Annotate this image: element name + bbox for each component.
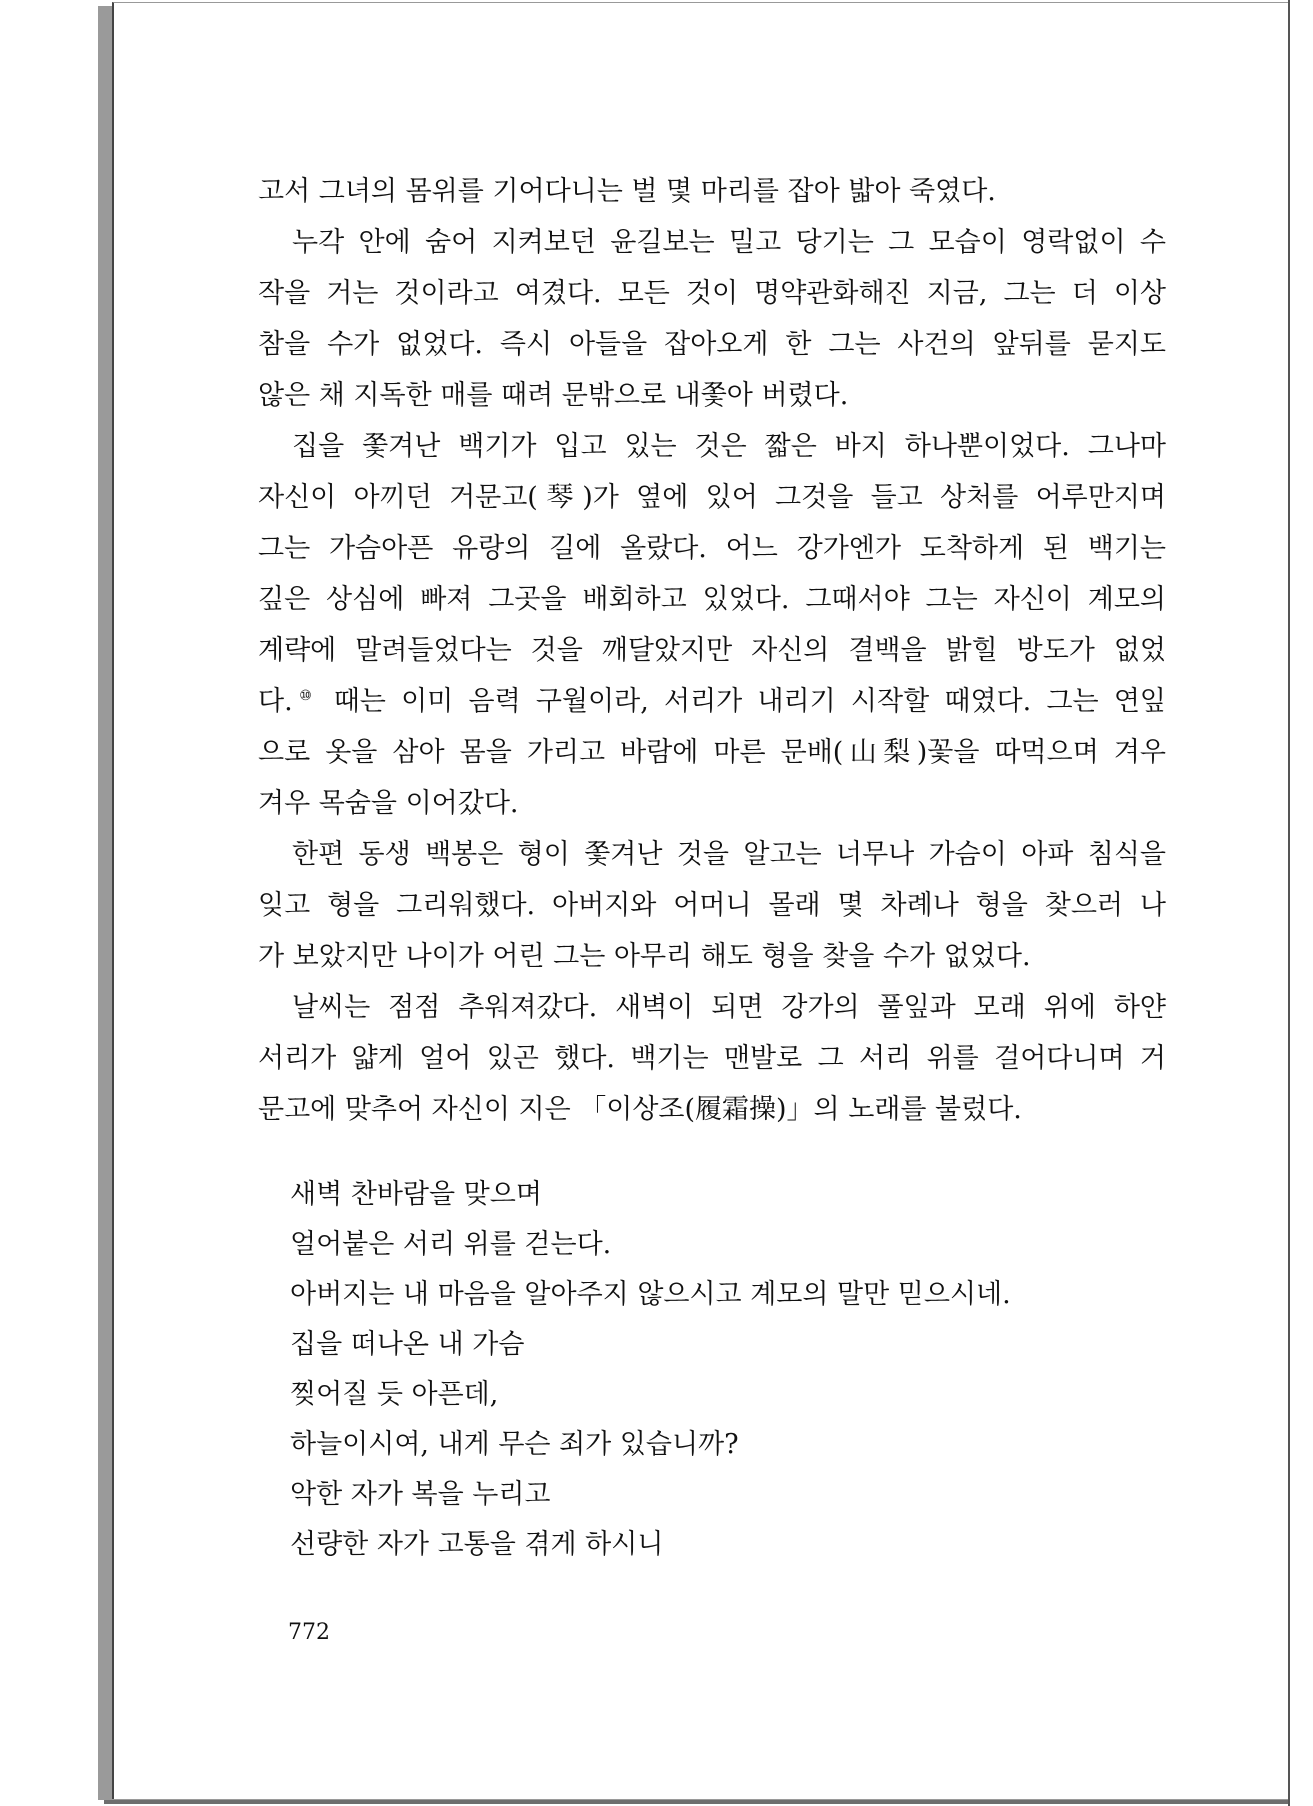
poem-line: 선량한 자가 고통을 겪게 하시니 xyxy=(290,1529,664,1560)
body-line: 누각 안에 숨어 지켜보던 윤길보는 밀고 당기는 그 모습이 영락없이 수 xyxy=(292,227,1166,258)
body-line: 고서 그녀의 몸위를 기어다니는 벌 몇 마리를 잡아 밟아 죽였다. xyxy=(258,176,996,207)
body-line: 날씨는 점점 추워져갔다. 새벽이 되면 강가의 풀잎과 모래 위에 하얀 xyxy=(292,992,1166,1023)
body-line-start: 다. xyxy=(258,686,293,717)
body-line: 자신이 아끼던 거문고(琴)가 옆에 있어 그것을 들고 상처를 어루만지며 xyxy=(258,482,1166,513)
body-text xyxy=(258,166,1166,1135)
body-line: 가 보았지만 나이가 어린 그는 아무리 해도 형을 찾을 수가 없었다. xyxy=(258,941,1031,972)
body-line: 문고에 맞추어 자신이 지은 「이상조(履霜操)」의 노래를 불렀다. xyxy=(258,1094,1022,1125)
poem-line: 아버지는 내 마음을 알아주지 않으시고 계모의 말만 믿으시네. xyxy=(290,1279,1011,1310)
poem-line: 얼어붙은 서리 위를 걷는다. xyxy=(290,1229,612,1260)
body-line: 않은 채 지독한 매를 때려 문밖으로 내쫓아 버렸다. xyxy=(258,380,849,411)
body-line: 으로 옷을 삼아 몸을 가리고 바람에 마른 문배(山梨)꽃을 따먹으며 겨우 xyxy=(258,737,1166,768)
body-line: 그는 가슴아픈 유랑의 길에 올랐다. 어느 강가엔가 도착하게 된 백기는 xyxy=(258,533,1166,564)
poem-line: 하늘이시여, 내게 무슨 죄가 있습니까? xyxy=(290,1429,739,1460)
poem-line: 악한 자가 복을 누리고 xyxy=(290,1479,551,1510)
body-line: 깊은 상심에 빠져 그곳을 배회하고 있었다. 그때서야 그는 자신이 계모의 xyxy=(258,584,1166,615)
poem xyxy=(290,1170,1150,1570)
body-line: 집을 쫓겨난 백기가 입고 있는 것은 짧은 바지 하나뿐이었다. 그나마 xyxy=(292,431,1166,462)
body-line-rest: 때는 이미 음력 구월이라, 서리가 내리기 시작할 때였다. 그는 연잎 xyxy=(318,686,1166,717)
poem-line: 찢어질 듯 아픈데, xyxy=(290,1379,499,1410)
body-line: 겨우 목숨을 이어갔다. xyxy=(258,788,519,819)
page-edge xyxy=(1288,0,1290,1806)
poem-line: 새벽 찬바람을 맞으며 xyxy=(290,1179,542,1210)
body-line: 잊고 형을 그리워했다. 아버지와 어머니 몰래 몇 차례나 형을 찾으러 나 xyxy=(258,890,1166,921)
body-line: 서리가 얇게 얼어 있곤 했다. 백기는 맨발로 그 서리 위를 걸어다니며 거 xyxy=(258,1043,1166,1074)
poem-line: 집을 떠나온 내 가슴 xyxy=(290,1329,525,1360)
body-line: 한편 동생 백봉은 형이 쫓겨난 것을 알고는 너무나 가슴이 아파 침식을 xyxy=(292,839,1166,870)
footnote-marker: ⑩ xyxy=(292,688,319,704)
body-line xyxy=(258,676,1166,727)
body-line: 참을 수가 없었다. 즉시 아들을 잡아오게 한 그는 사건의 앞뒤를 묻지도 xyxy=(258,329,1166,360)
page-number: 772 xyxy=(288,1620,330,1645)
body-line: 계략에 말려들었다는 것을 깨달았지만 자신의 결백을 밝힐 방도가 없었 xyxy=(258,635,1166,666)
body-line: 작을 거는 것이라고 여겼다. 모든 것이 명약관화해진 지금, 그는 더 이상 xyxy=(258,278,1166,309)
